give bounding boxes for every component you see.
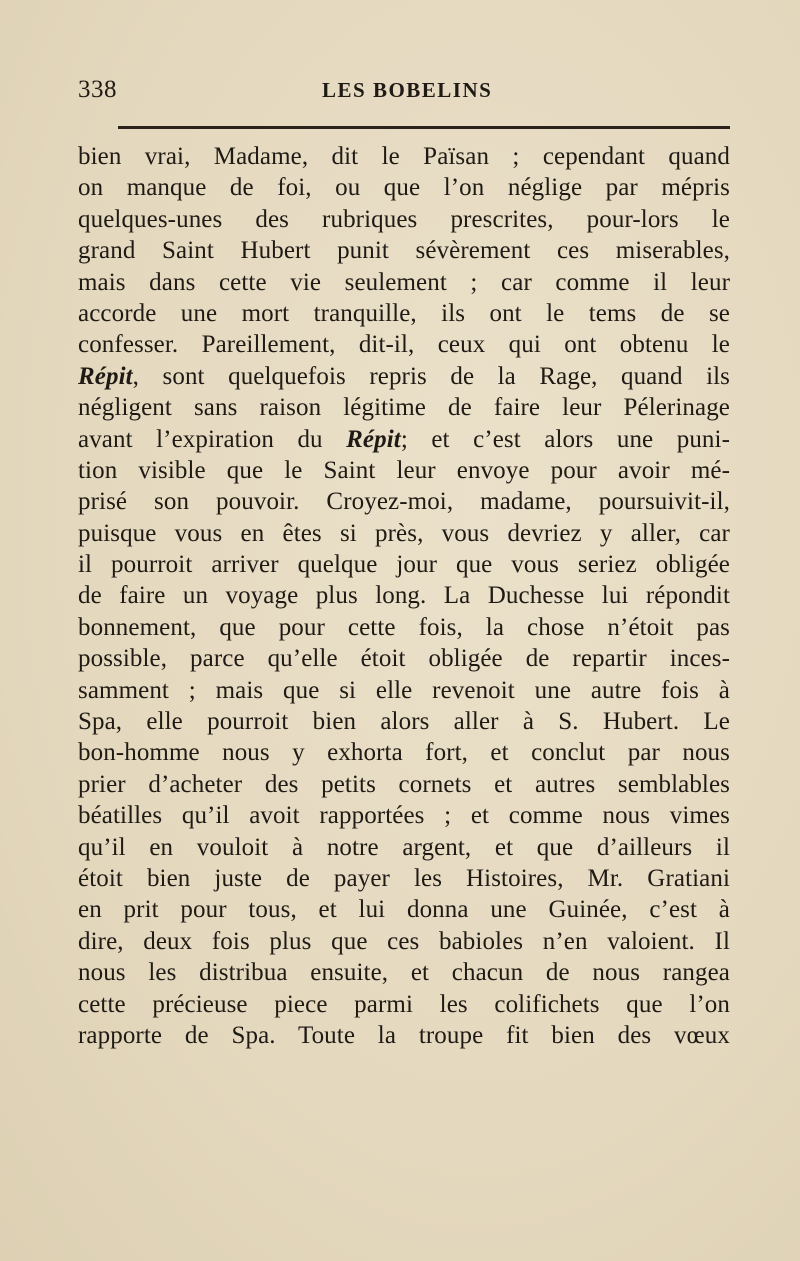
- text-line: [78, 298, 730, 329]
- text-line: [78, 455, 730, 486]
- text-run: dire, deux fois plus que ces babioles n’en valoient. Il: [78, 927, 730, 955]
- text-run: bien vrai, Madame, dit le Païsan ; cependant quand: [78, 143, 730, 170]
- text-run: bon-homme nous y exhorta fort, et conclut par nous: [78, 739, 730, 767]
- text-line: [78, 926, 730, 957]
- text-run: puisque vous en êtes si près, vous devriez y aller, car: [78, 519, 730, 547]
- text-line: [78, 737, 730, 768]
- text-run: Spa, elle pourroit bien alors aller à S. Hubert. Le: [78, 708, 730, 736]
- text-line: [78, 141, 730, 172]
- text-run: de faire un voyage plus long. La Duchesse lui répondit: [78, 582, 730, 610]
- text-run: confesser. Pareillement, dit-il, ceux qui ont obtenu le: [78, 331, 730, 359]
- text-run: bonnement, que pour cette fois, la chose n’étoit pas: [78, 613, 730, 641]
- running-head: [78, 76, 728, 112]
- text-run: , sont quelquefois repris de la Rage, quand ils: [132, 362, 730, 390]
- text-run: prisé son pouvoir. Croyez-moi, madame, poursuivit-il,: [78, 488, 730, 516]
- text-run: tion visible que le Saint leur envoye pour avoir mé-: [78, 456, 730, 484]
- text-run: samment ; mais que si elle revenoit une autre fois à: [78, 676, 730, 704]
- text-run: grand Saint Hubert punit sévèrement ces miserables,: [78, 237, 730, 265]
- text-line: [78, 894, 730, 925]
- text-line: [78, 612, 730, 643]
- page-number: 338: [78, 76, 117, 103]
- text-line: [78, 580, 730, 611]
- text-line: [78, 486, 730, 517]
- text-run: possible, parce qu’elle étoit obligée de repartir inces-: [78, 645, 730, 673]
- text-run: avant l’expiration du: [78, 425, 347, 453]
- text-line: [78, 235, 730, 266]
- text-run: ; et c’est alors une puni-: [400, 425, 730, 453]
- text-line: [78, 267, 730, 298]
- text-run: accorde une mort tranquille, ils ont le tems de se: [78, 299, 730, 327]
- text-line: [78, 172, 730, 203]
- text-run: on manque de foi, ou que l’on néglige par mépris: [78, 174, 730, 202]
- text-line: [78, 800, 730, 831]
- text-run: rapporte de Spa. Toute la troupe fit bien des vœux: [78, 1021, 730, 1049]
- text-line: [78, 706, 730, 737]
- text-line: [78, 863, 730, 894]
- text-line: [78, 329, 730, 360]
- text-line: [78, 392, 730, 423]
- text-run: nous les distribua ensuite, et chacun de nous rangea: [78, 959, 730, 987]
- text-line: [78, 675, 730, 706]
- text-line: [78, 1020, 730, 1051]
- body-text: [78, 141, 730, 1051]
- text-line: [78, 989, 730, 1020]
- text-run: prier d’acheter des petits cornets et autres semblables: [78, 770, 730, 798]
- text-line: [78, 518, 730, 549]
- text-line: [78, 424, 730, 455]
- italic-term: Répit: [78, 362, 133, 390]
- header-rule: [118, 126, 730, 129]
- text-run: négligent sans raison légitime de faire leur Pélerinage: [78, 394, 730, 422]
- text-run: béatilles qu’il avoit rapportées ; et comme nous vimes: [78, 802, 730, 830]
- italic-term: Répit: [346, 425, 401, 453]
- text-run: étoit bien juste de payer les Histoires, Mr. Gratiani: [78, 864, 730, 892]
- text-line: [78, 204, 730, 235]
- running-title: LES BOBELINS: [322, 78, 493, 102]
- text-run: qu’il en vouloit à notre argent, et que d’ailleurs il: [78, 833, 730, 861]
- text-run: mais dans cette vie seulement ; car comme il leur: [78, 268, 730, 296]
- text-run: il pourroit arriver quelque jour que vous seriez obligée: [78, 551, 730, 579]
- text-run: cette précieuse piece parmi les colifichets que l’on: [78, 990, 730, 1018]
- text-line: [78, 643, 730, 674]
- text-line: [78, 957, 730, 988]
- text-line: [78, 769, 730, 800]
- text-run: en prit pour tous, et lui donna une Guinée, c’est à: [78, 896, 730, 924]
- text-line: [78, 832, 730, 863]
- text-line: [78, 549, 730, 580]
- text-run: quelques-unes des rubriques prescrites, pour-lors le: [78, 205, 730, 233]
- text-line: [78, 361, 730, 392]
